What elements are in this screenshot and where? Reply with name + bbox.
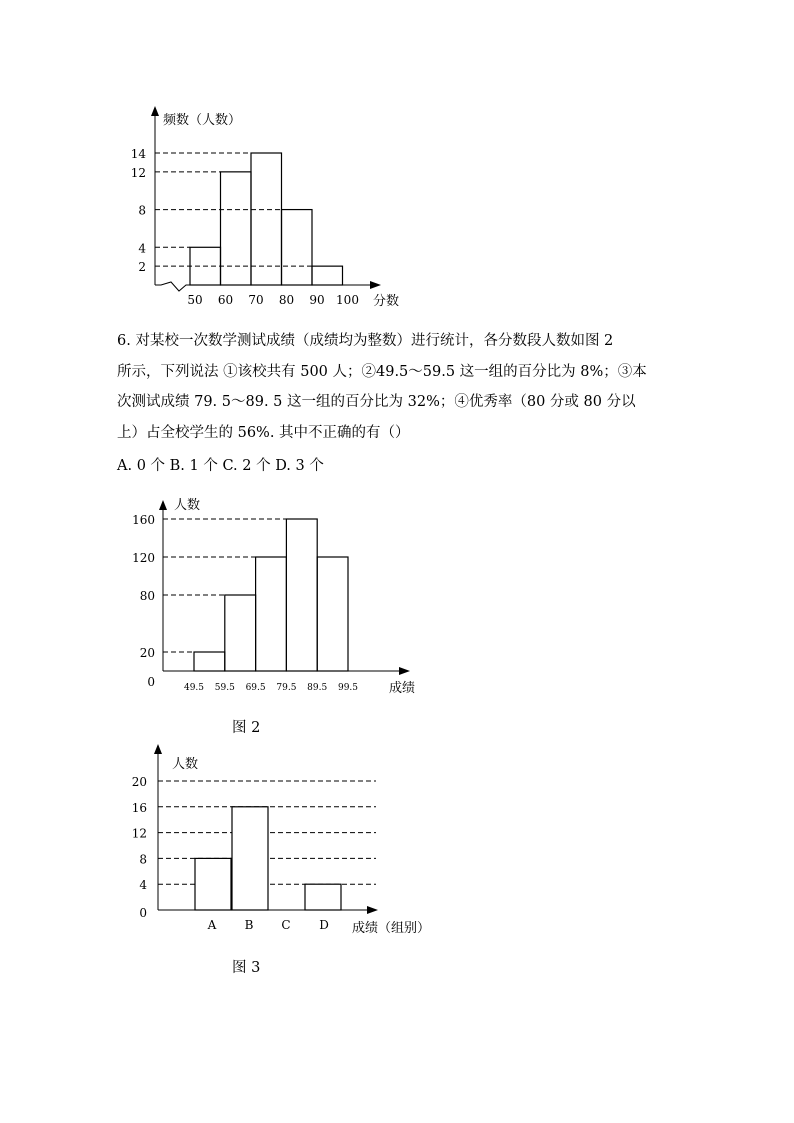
bar — [305, 884, 341, 910]
y-tick-label: 0 — [147, 675, 155, 689]
y-tick-label: 14 — [130, 147, 146, 161]
x-axis-label: 成绩（组别） — [352, 921, 431, 936]
x-tick-label: 79.5 — [276, 683, 297, 693]
y-tick-label: 160 — [132, 513, 155, 527]
x-axis-label: 成绩 — [389, 681, 416, 696]
bar — [195, 858, 231, 910]
answer-choices: A. 0 个 B. 1 个 C. 2 个 D. 3 个 — [117, 458, 324, 474]
y-tick-label: 4 — [139, 878, 147, 893]
y-tick-label: 12 — [130, 165, 146, 180]
x-tick-label: 99.5 — [337, 683, 359, 693]
y-tick-label: 12 — [131, 826, 147, 841]
x-tick-label: 100 — [336, 293, 359, 307]
question-line: 6. 对某校一次数学测试成绩（成绩均为整数）进行统计，各分数段人数如图 2 — [117, 333, 614, 349]
y-tick-label: 120 — [132, 551, 155, 565]
y-tick-label: 20 — [139, 646, 155, 660]
y-tick-label: 8 — [139, 852, 147, 867]
y-tick-label: 16 — [131, 800, 147, 815]
figure-2-caption: 图 2 — [232, 720, 261, 736]
x-category-label: B — [244, 918, 254, 932]
figure-3-caption: 图 3 — [232, 960, 261, 976]
y-tick-label: 20 — [131, 775, 147, 789]
y-tick-label: 0 — [139, 906, 147, 920]
y-axis-label: 频数（人数） — [163, 113, 242, 128]
x-category-label: A — [207, 918, 217, 932]
question-line: 所示，下列说法 ①该校共有 500 人；②49.5～59.5 这一组的百分比为 8%；③本 — [117, 363, 647, 380]
question-line: 次测试成绩 79. 5～89. 5 这一组的百分比为 32%；④优秀率（80 分或 80 分以 — [117, 394, 636, 410]
bar — [232, 807, 268, 910]
y-axis-label: 人数 — [174, 498, 201, 513]
x-tick-label: 80 — [278, 293, 295, 307]
x-axis-label: 分数 — [373, 294, 400, 309]
question-line: 上）占全校学生的 56%. 其中不正确的有（） — [117, 424, 410, 441]
y-tick-label: 8 — [138, 203, 146, 218]
x-tick-label: 90 — [309, 293, 325, 307]
x-tick-label: 70 — [248, 293, 264, 307]
x-category-label: C — [281, 918, 291, 932]
y-axis-arrow — [154, 744, 162, 754]
x-category-label: D — [319, 918, 329, 932]
y-axis-label: 人数 — [172, 757, 199, 772]
y-tick-label: 80 — [139, 589, 155, 603]
x-tick-label: 49.5 — [183, 683, 205, 693]
x-tick-label: 59.5 — [214, 683, 235, 693]
x-tick-label: 60 — [217, 293, 234, 307]
x-axis-arrow — [367, 906, 378, 914]
x-tick-label: 50 — [187, 293, 203, 307]
x-tick-label: 69.5 — [245, 683, 266, 693]
y-tick-label: 2 — [138, 260, 146, 275]
x-tick-label: 89.5 — [307, 683, 328, 693]
y-tick-label: 4 — [138, 241, 146, 256]
